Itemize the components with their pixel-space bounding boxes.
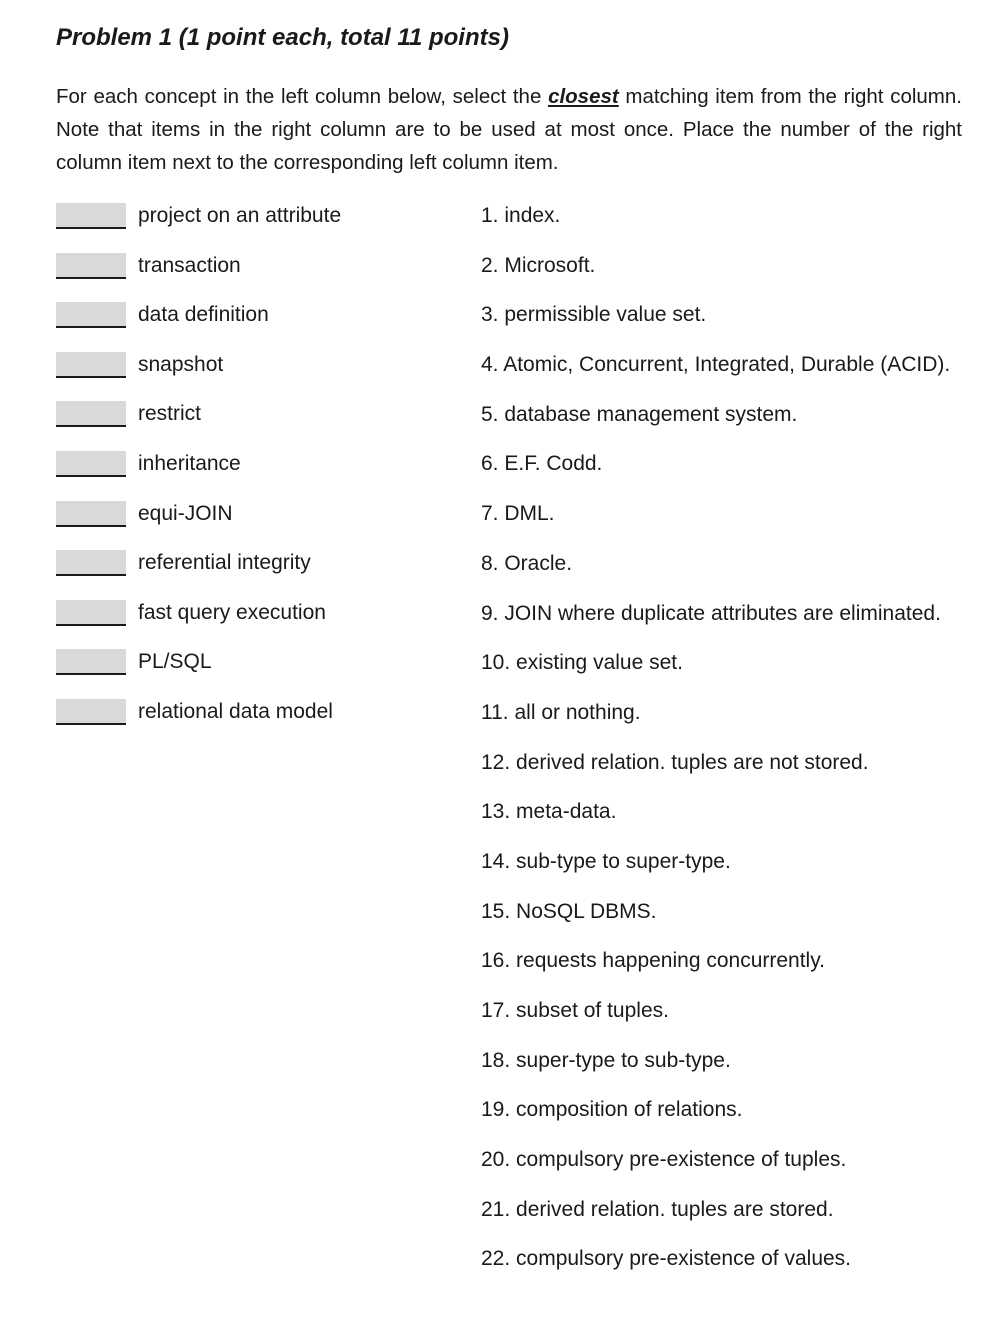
- concept-row: [56, 301, 341, 351]
- option-item: 2. Microsoft.: [481, 253, 596, 277]
- answer-blank[interactable]: [56, 550, 126, 576]
- answer-blank[interactable]: [56, 451, 126, 477]
- option-item: 14. sub-type to super-type.: [481, 849, 731, 873]
- option-item: 18. super-type to sub-type.: [481, 1048, 731, 1072]
- answer-blank[interactable]: [56, 203, 126, 229]
- answer-blank[interactable]: [56, 253, 126, 279]
- option-item: 6. E.F. Codd.: [481, 452, 603, 476]
- option-item: 12. derived relation. tuples are not stored.: [481, 750, 869, 774]
- concept-label: equi-JOIN: [138, 501, 233, 525]
- answer-blank[interactable]: [56, 401, 126, 427]
- answer-blank[interactable]: [56, 649, 126, 675]
- concept-label: restrict: [138, 402, 201, 426]
- answer-blank[interactable]: [56, 699, 126, 725]
- option-item: 17. subset of tuples.: [481, 999, 669, 1022]
- answer-blank[interactable]: [56, 302, 126, 328]
- concept-label: transaction: [138, 253, 241, 277]
- option-item: 22. compulsory pre-existence of values.: [481, 1247, 852, 1271]
- option-item: 13. meta-data.: [481, 800, 617, 824]
- option-item: 21. derived relation. tuples are stored.: [481, 1197, 834, 1221]
- option-item: 20. compulsory pre-existence of tuples.: [481, 1148, 847, 1172]
- option-item: 3. permissible value set.: [481, 303, 707, 327]
- option-item: 11. all or nothing.: [481, 700, 641, 724]
- concept-row: [56, 648, 341, 698]
- option-list: [481, 202, 950, 1295]
- option-item: 10. existing value set.: [481, 651, 683, 675]
- concept-list: [56, 202, 341, 748]
- option-item: 9. JOIN where duplicate attributes are eliminated.: [481, 601, 941, 625]
- concept-row: [56, 202, 341, 252]
- option-item: 19. composition of relations.: [481, 1098, 743, 1122]
- concept-label: referential integrity: [138, 551, 311, 575]
- option-item: 15. NoSQL DBMS.: [481, 899, 657, 923]
- option-item: 5. database management system.: [481, 402, 798, 426]
- answer-blank[interactable]: [56, 352, 126, 378]
- answer-blank[interactable]: [56, 600, 126, 626]
- concept-row: [56, 400, 341, 450]
- instructions-text-start: For each concept in the left column below, select the: [56, 85, 549, 108]
- concept-label: snapshot: [138, 352, 224, 376]
- instructions-text-end: matching item from the right column. Note that items in the right column are to be used at most once. Place the number of the right column item next to the corresponding left column item.: [56, 85, 962, 174]
- concept-row: [56, 351, 341, 401]
- instructions-emphasis: closest: [548, 85, 619, 108]
- instructions-paragraph: [56, 80, 962, 179]
- answer-blank[interactable]: [56, 501, 126, 527]
- option-item: 8. Oracle.: [481, 551, 573, 575]
- concept-label: relational data model: [138, 699, 333, 723]
- option-item: 4. Atomic, Concurrent, Integrated, Durable (ACID).: [481, 353, 951, 377]
- concept-row: [56, 698, 341, 748]
- concept-row: [56, 450, 341, 500]
- concept-row: [56, 252, 341, 302]
- concept-label: data definition: [138, 303, 269, 327]
- concept-row: [56, 549, 341, 599]
- option-item: 7. DML.: [481, 502, 555, 526]
- concept-row: [56, 599, 341, 649]
- concept-label: PL/SQL: [138, 650, 212, 674]
- concept-label: fast query execution: [138, 600, 326, 624]
- option-item: 16. requests happening concurrently.: [481, 949, 825, 973]
- concept-label: inheritance: [138, 451, 241, 475]
- concept-label: project on an attribute: [138, 204, 342, 227]
- problem-title: Problem 1 (1 point each, total 11 points): [56, 24, 509, 51]
- concept-row: [56, 500, 341, 550]
- option-item: 1. index.: [481, 204, 561, 227]
